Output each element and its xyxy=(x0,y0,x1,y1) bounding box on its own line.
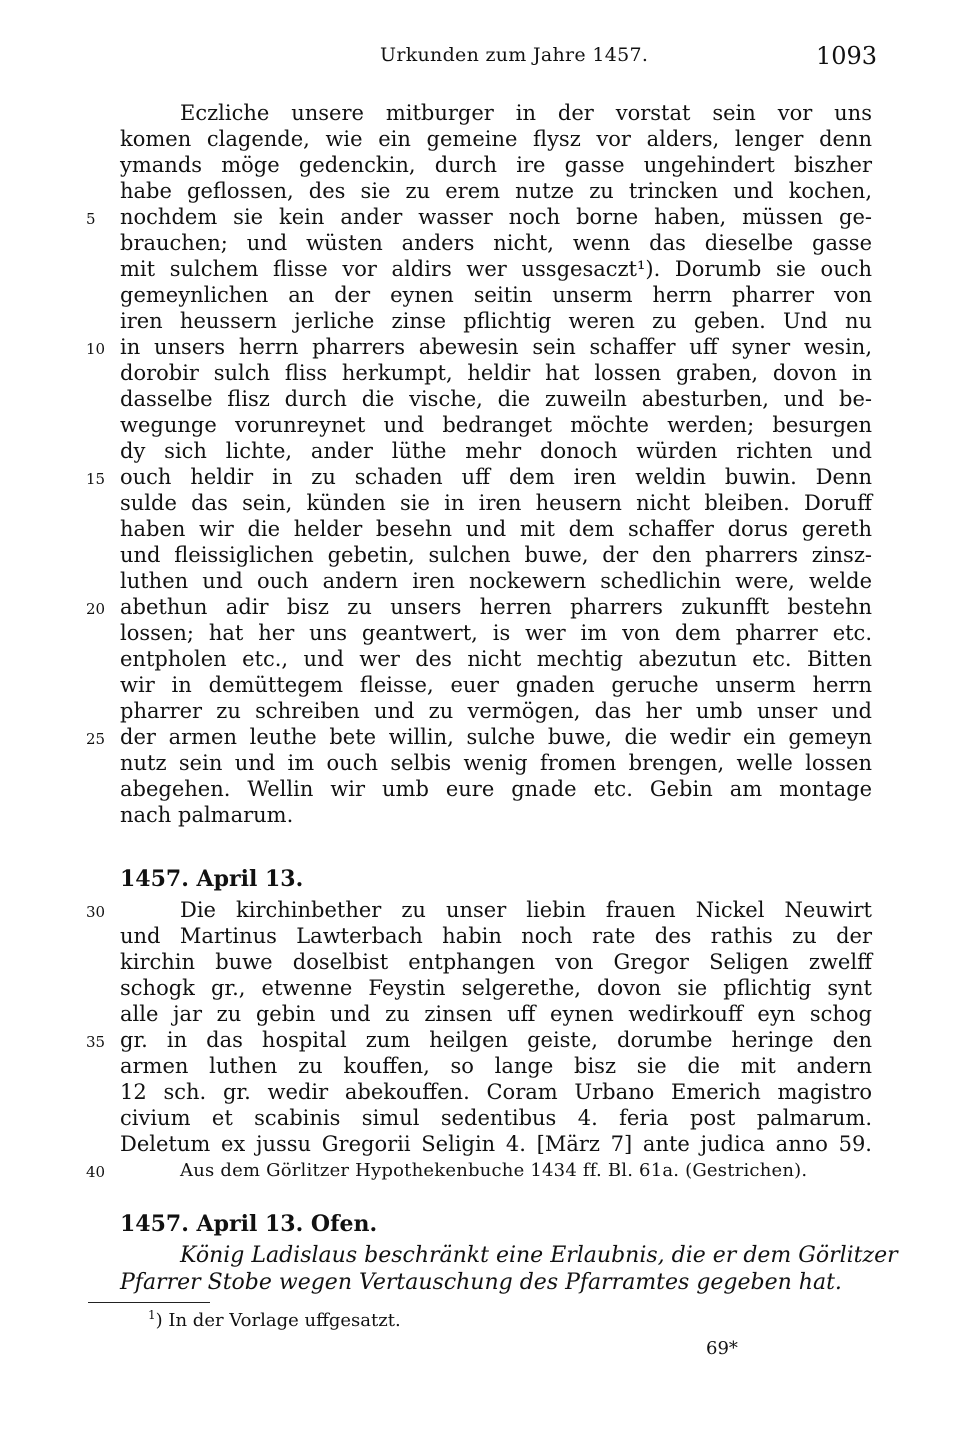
text-line: gr. in das hospital zum heilgen geiste, dorumbe heringe den xyxy=(120,1028,872,1052)
footnote xyxy=(148,1308,401,1331)
footnote-text: ) In der Vorlage uffgesatzt. xyxy=(155,1310,401,1331)
margin-line-number: 40 xyxy=(86,1163,106,1181)
text-line: und Martinus Lawterbach habin noch rate des rathis zu der xyxy=(120,924,872,948)
text-line: schogk gr., etwenne Feystin selgerethe, dovon sie pflichtig synt xyxy=(120,976,872,1000)
text-line: nutz sein und im ouch selbis wenig fromen brengen, welle lossen xyxy=(120,751,872,775)
margin-line-number: 30 xyxy=(86,903,106,921)
text-line: alle jar zu gebin und zu zinsen uff eynen wedirkouff eyn schog xyxy=(120,1002,872,1026)
margin-line-number: 20 xyxy=(86,600,106,618)
text-line: wegunge vorunreynet und bedranget möchte werden; besurgen xyxy=(120,413,872,437)
page-number: 1093 xyxy=(816,42,878,70)
text-line: brauchen; und wüsten anders nicht, wenn das dieselbe gasse xyxy=(120,231,872,255)
regest-line: Pfarrer Stobe wegen Vertauschung des Pfarramtes gegeben hat. xyxy=(120,1270,842,1295)
text-line: habe geflossen, des sie zu erem nutze zu trincken und kochen, xyxy=(120,179,872,203)
margin-line-number: 5 xyxy=(86,210,96,228)
text-line: ymands möge gedenckin, durch ire gasse ungehindert biszher xyxy=(120,153,872,177)
text-line: mit sulchem flisse vor aldirs wer ussgesaczt¹). Dorumb sie ouch xyxy=(120,257,872,281)
margin-line-number: 10 xyxy=(86,340,106,358)
margin-line-number: 35 xyxy=(86,1033,106,1051)
text-line: sulde das sein, künden sie in iren heusern nicht bleiben. Doruff xyxy=(120,491,872,515)
text-line: Eczliche unsere mitburger in der vorstat sein vor uns xyxy=(180,101,872,125)
text-line: nach palmarum. xyxy=(120,803,294,827)
text-line: haben wir die helder besehn und mit dem schaffer dorus gereth xyxy=(120,517,872,541)
text-line: abegehen. Wellin wir umb eure gnade etc. Gebin am montage xyxy=(120,777,872,801)
text-line: in unsers herrn pharrers abewesin sein schaffer uff syner wesin, xyxy=(120,335,872,359)
text-line: komen clagende, wie ein gemeine flysz vor alders, lenger denn xyxy=(120,127,872,151)
text-line: und fleissiglichen gebetin, sulchen buwe, der den pharrers zinsz- xyxy=(120,543,872,567)
text-line: Deletum ex jussu Gregorii Seligin 4. [März 7] ante judica anno 59. xyxy=(120,1132,872,1156)
text-line: Die kirchinbether zu unser liebin frauen Nickel Neuwirt xyxy=(180,898,872,922)
text-line: gemeynlichen an der eynen seitin unserm herrn pharrer von xyxy=(120,283,872,307)
entry-heading: 1457. April 13. xyxy=(120,866,304,892)
text-line: armen luthen zu kouffen, so lange bisz sie die mit andern xyxy=(120,1054,872,1078)
text-line: iren heussern jerliche zinse pflichtig weren zu geben. Und nu xyxy=(120,309,872,333)
regest-line: König Ladislaus beschränkt eine Erlaubnis, die er dem Görlitzer xyxy=(180,1243,898,1268)
sheet-signature: 69* xyxy=(706,1338,738,1359)
text-line: 12 sch. gr. wedir abekouffen. Coram Urbano Emerich magistro xyxy=(120,1080,872,1104)
text-line: luthen und ouch andern iren nockewern schedlichin were, welde xyxy=(120,569,872,593)
text-line: dorobir sulch fliss herkumpt, heldir hat lossen graben, dovon in xyxy=(120,361,872,385)
text-line: dy sich lichte, ander lüthe mehr donoch würden richten und xyxy=(120,439,872,463)
margin-line-number: 15 xyxy=(86,470,106,488)
source-note: Aus dem Görlitzer Hypothekenbuche 1434 ff. Bl. 61a. (Gestrichen). xyxy=(180,1160,808,1181)
text-line: abethun adir bisz zu unsers herren pharrers zukunfft bestehn xyxy=(120,595,872,619)
text-line: wir in demüttegem fleisse, euer gnaden geruche unserm herrn xyxy=(120,673,872,697)
running-header: Urkunden zum Jahre 1457. xyxy=(380,44,649,66)
text-line: nochdem sie kein ander wasser noch borne haben, müssen ge- xyxy=(120,205,872,229)
text-line: dasselbe flisz durch die vische, die zuweiln abesturben, und be- xyxy=(120,387,872,411)
text-line: pharrer zu schreiben und zu vermögen, das her umb unser und xyxy=(120,699,872,723)
margin-line-number: 25 xyxy=(86,730,106,748)
text-line: lossen; hat her uns geantwert, is wer im von dem pharrer etc. xyxy=(120,621,872,645)
text-line: ouch heldir in zu schaden uff dem iren weldin buwin. Denn xyxy=(120,465,872,489)
text-line: der armen leuthe bete willin, sulche buwe, die wedir ein gemeyn xyxy=(120,725,872,749)
text-line: civium et scabinis simul sedentibus 4. feria post palmarum. xyxy=(120,1106,872,1130)
entry-heading: 1457. April 13. Ofen. xyxy=(120,1211,378,1237)
footnote-rule xyxy=(88,1302,210,1303)
text-line: entpholen etc., und wer des nicht mechtig abezutun etc. Bitten xyxy=(120,647,872,671)
footnote-marker: 1 xyxy=(148,1308,156,1322)
text-line: kirchin buwe doselbist entphangen von Gregor Seligen zwelff xyxy=(120,950,872,974)
